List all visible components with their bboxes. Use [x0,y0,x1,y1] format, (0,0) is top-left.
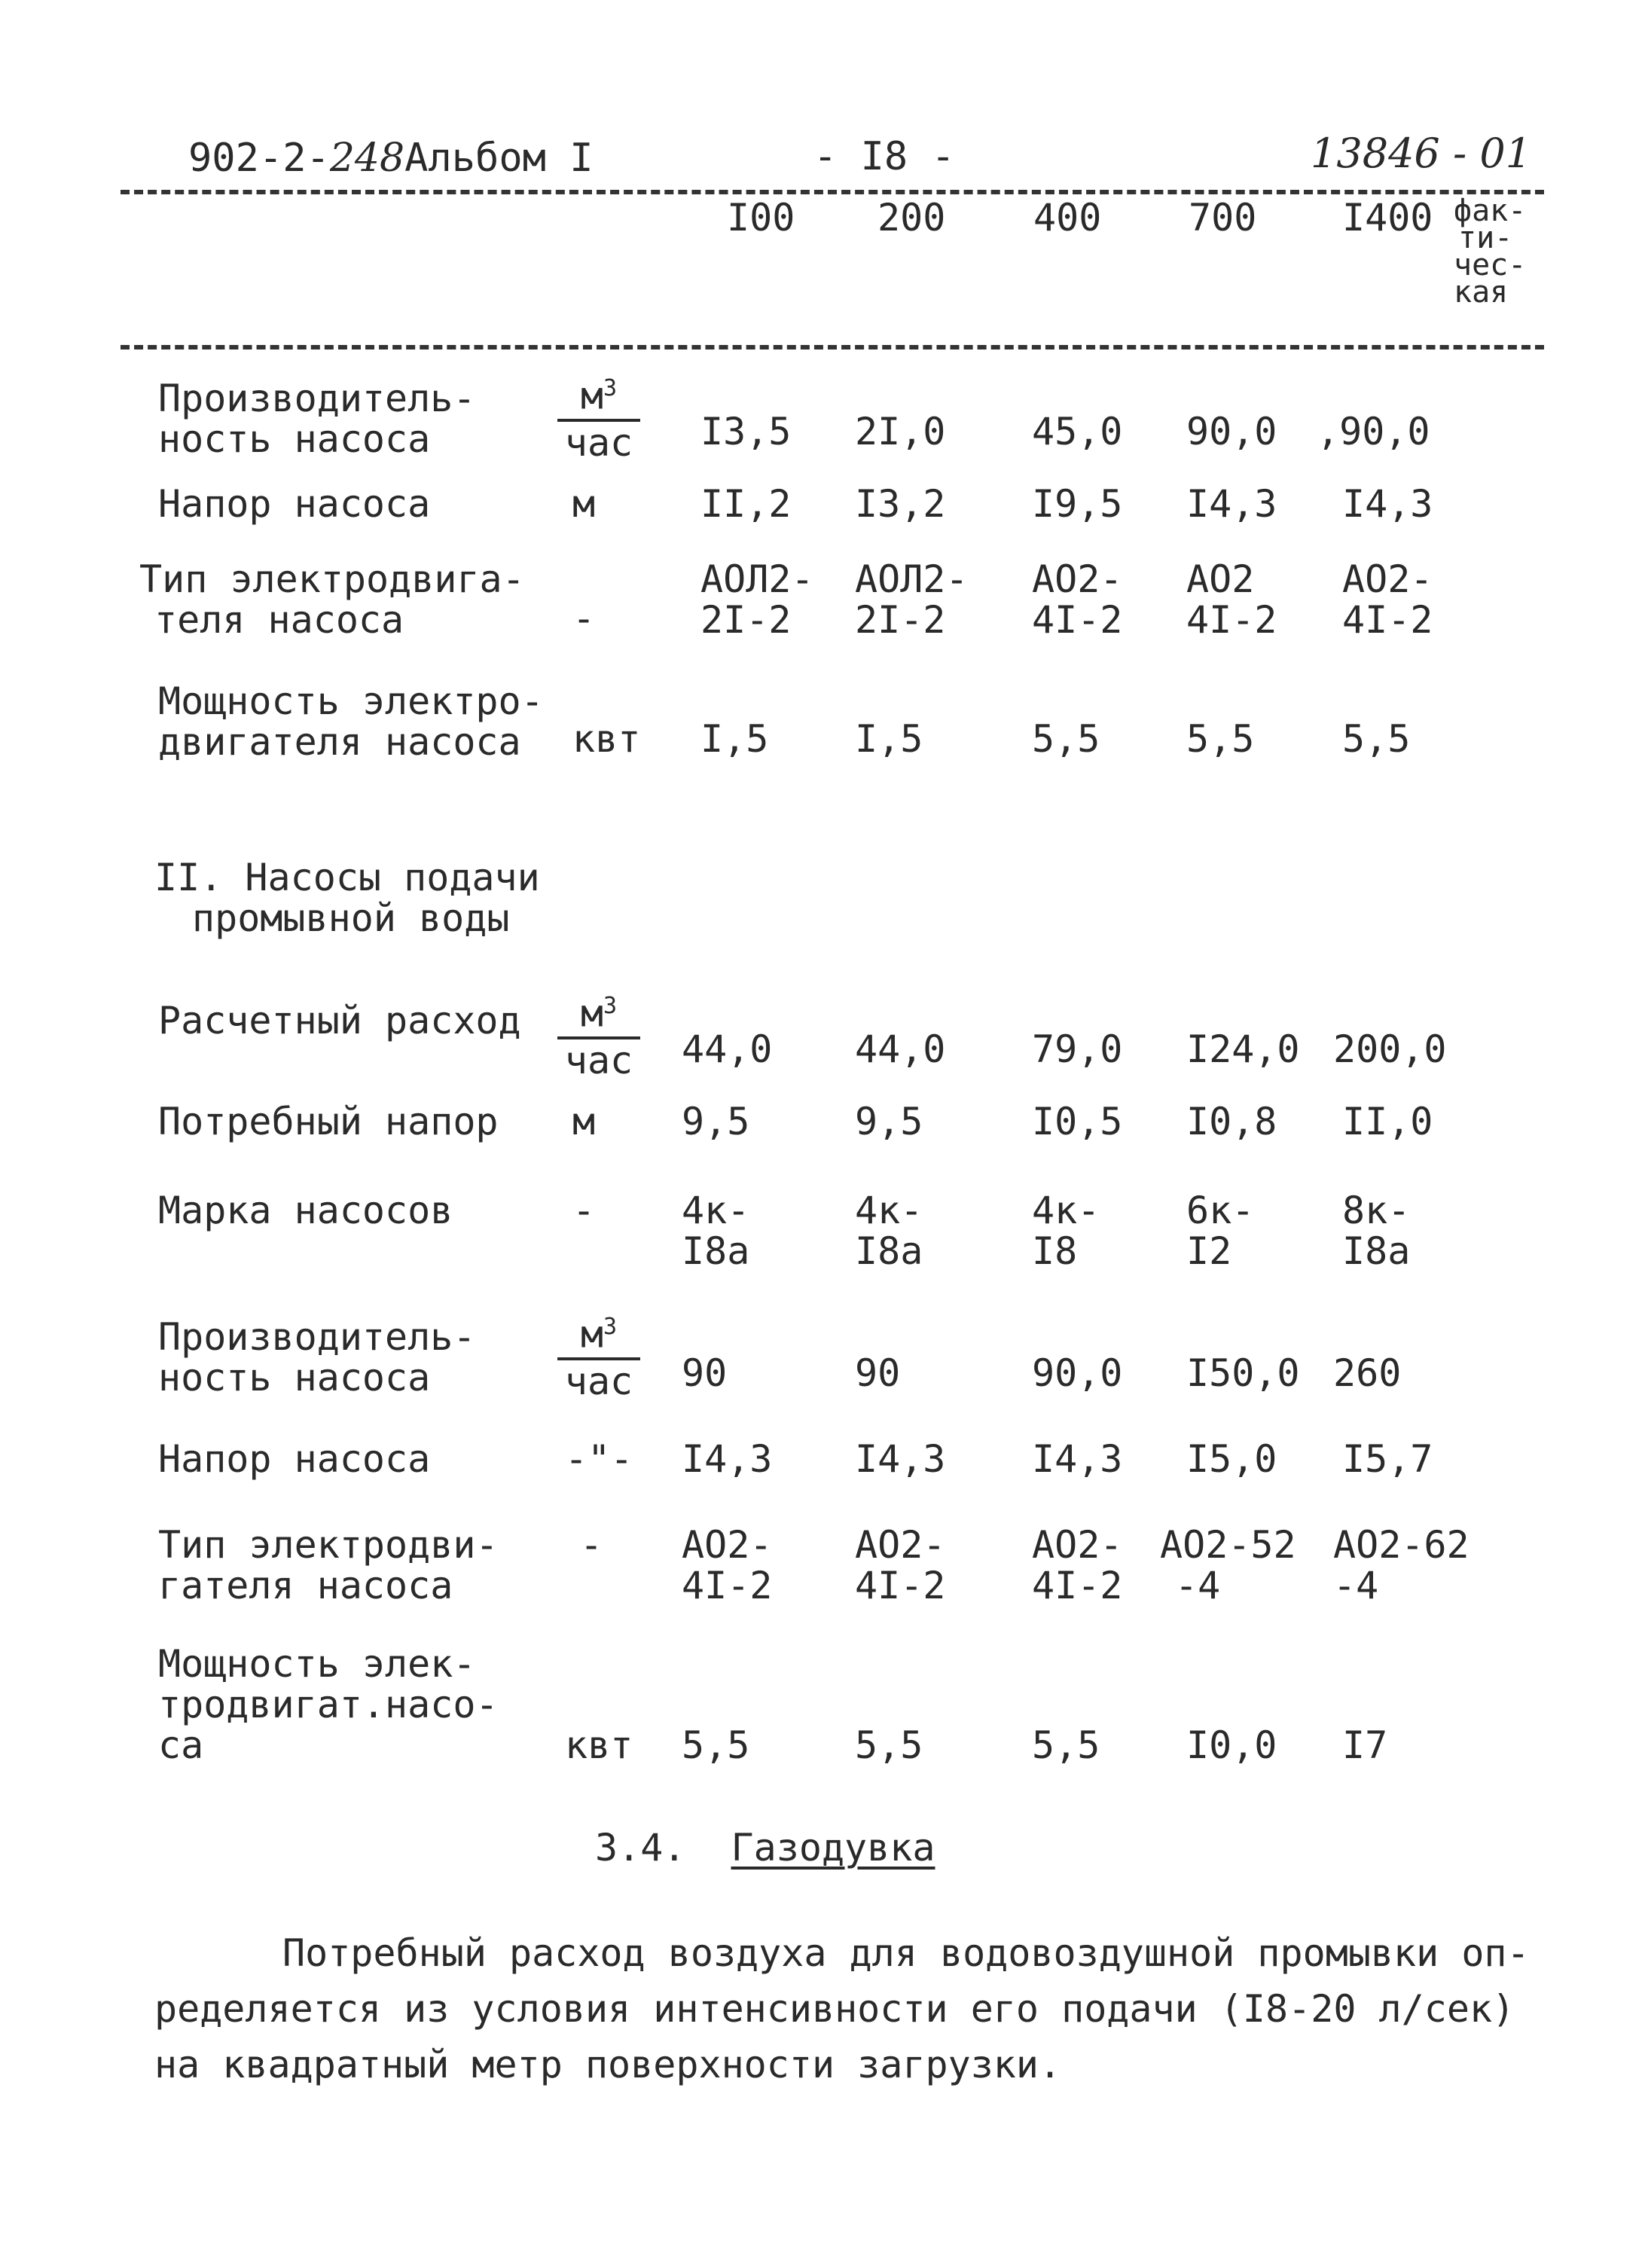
value: I24,0 [1186,1027,1300,1071]
value: 44,0 [855,1027,946,1071]
doc-prefix: 902-2- [188,136,330,181]
value: I0,5 [1032,1100,1123,1143]
row-pump-capacity-label: Производитель- ность насоса [158,377,476,461]
header-rule [121,190,1544,194]
unit: - [580,1523,603,1567]
value: I5,7 [1342,1437,1433,1481]
unit: м [572,1100,596,1143]
unit: квт [565,1723,633,1767]
value: 5,5 [1032,1723,1100,1767]
value: АОЛ2- 2I-2 [855,557,969,642]
section-number: 3.4. [595,1826,686,1870]
body-paragraph [154,1925,1530,2092]
unit-m3-per-hour: $м^3$ час [557,1308,640,1401]
value: АО2- 4I-2 [1032,557,1123,642]
row-motor-power-label: Мощность электро- двигателя насоса [158,679,544,764]
paragraph-line: Потребный расход воздуха для водовоздушной промывки оп- [282,1931,1530,1975]
page-number: - I8 - [813,134,955,179]
unit: - [572,597,596,640]
value: АО2- 4I-2 [855,1523,946,1607]
col-head-400: 400 [1033,196,1102,240]
col-head-100: I00 [727,196,795,240]
value: I4,3 [682,1437,773,1481]
section-title: Газодувка [731,1826,935,1870]
value: I7 [1342,1723,1388,1767]
value: I,5 [855,717,923,761]
value: I0,8 [1186,1100,1277,1143]
value: 260 [1333,1351,1402,1395]
paragraph-line: ределяется из условия интенсивности его подачи (I8-20 л/сек) [154,1987,1515,2031]
document-code [188,136,594,181]
row-design-flow-label: Расчетный расход [158,999,521,1042]
value: 5,5 [1032,717,1100,761]
value: 8к- I8а [1342,1189,1411,1273]
value: 9,5 [855,1100,923,1143]
value: I,5 [700,717,769,761]
row-pump-capacity-label: Производитель- ность насоса [158,1315,476,1400]
doc-number-handwritten: 248 [329,136,405,181]
value: 5,5 [682,1723,750,1767]
col-head-200: 200 [877,196,946,240]
row-pump-model-label: Марка насосов [158,1189,453,1232]
value: I0,0 [1186,1723,1277,1767]
value: АО2-52 -4 [1160,1523,1296,1607]
unit-m3-per-hour: $м^3$ час [557,369,640,462]
value: 4к- I8а [682,1189,750,1273]
value: 5,5 [1186,717,1255,761]
value: I5,0 [1186,1437,1277,1481]
unit: м [572,482,596,526]
value: АО2- 4I-2 [1032,1523,1123,1607]
value: 2I,0 [855,410,946,453]
section-3-4-heading [595,1827,935,1868]
value: I4,3 [855,1437,946,1481]
value: 90 [855,1351,901,1395]
unit: - [572,1189,596,1232]
value: I3,2 [855,482,946,526]
col-head-actual: фак- ти- чес- кая [1454,194,1527,310]
value: I4,3 [1186,482,1277,526]
value: 90 [682,1351,728,1395]
row-motor-power-label: Мощность элек- тродвигат.насо- са [158,1642,499,1767]
value: 90,0 [1032,1351,1123,1395]
paragraph-line: на квадратный метр поверхности загрузки. [154,2043,1062,2086]
value: 4к- I8 [1032,1189,1100,1273]
row-motor-type-label: Тип электродвига- теля насоса [139,557,525,642]
value: I4,3 [1032,1437,1123,1481]
value: 6к- I2 [1186,1189,1255,1273]
row-pump-head-label: Напор насоса [158,482,431,526]
value: АО2- 4I-2 [1342,557,1433,642]
value: I50,0 [1186,1351,1300,1395]
album-label: Альбом I [404,136,594,181]
value: 5,5 [1342,717,1411,761]
value: АО2 4I-2 [1186,557,1277,642]
value: II,0 [1342,1100,1433,1143]
value: АОЛ2- 2I-2 [700,557,814,642]
value: I3,5 [700,410,792,453]
value: I4,3 [1342,482,1433,526]
unit: квт [572,717,641,761]
value: 45,0 [1032,410,1123,453]
unit: -"- [565,1437,633,1481]
col-head-700: 700 [1189,196,1257,240]
row-pump-head-label: Напор насоса [158,1437,431,1481]
value: АО2- 4I-2 [682,1523,773,1607]
value: 44,0 [682,1027,773,1071]
section-2-heading: II. Насосы подачи промывной воды [154,856,540,940]
value: 79,0 [1032,1027,1123,1071]
value: 9,5 [682,1100,750,1143]
value: 5,5 [855,1723,923,1767]
value: ,90,0 [1317,410,1430,453]
table-head-rule [121,345,1544,350]
unit-m3-per-hour: $м^3$ час [557,987,640,1080]
value: I9,5 [1032,482,1123,526]
value: II,2 [700,482,792,526]
value: АО2-62 -4 [1333,1523,1470,1607]
row-required-head-label: Потребный напор [158,1100,499,1143]
row-motor-type-label: Тип электродви- гателя насоса [158,1523,499,1607]
col-head-1400: I400 [1342,196,1433,240]
value: 4к- I8а [855,1189,923,1273]
value: 90,0 [1186,410,1277,453]
value: 200,0 [1333,1027,1447,1071]
reference-number-handwritten: 13846 - 01 [1311,130,1532,177]
